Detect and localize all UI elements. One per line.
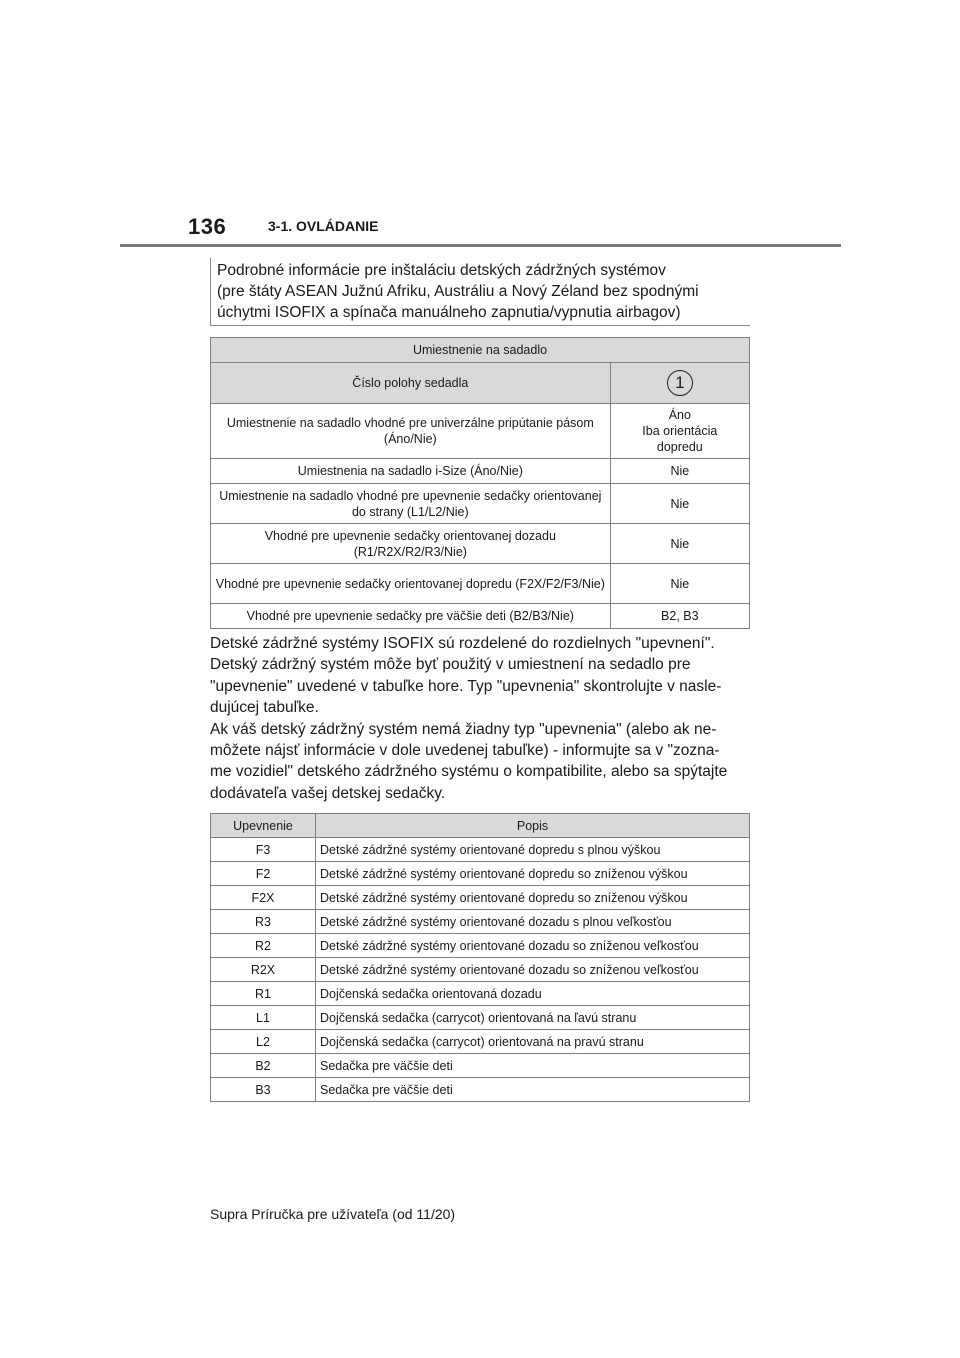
seat-position-table	[210, 337, 750, 629]
table-row	[211, 982, 750, 1006]
fixture-code: F2X	[211, 886, 316, 910]
fixture-description: Sedačka pre väčšie deti	[316, 1054, 750, 1078]
position-number-cell	[610, 363, 749, 404]
fixture-description: Detské zádržné systémy orientované dozadu so zníženou veľkosťou	[316, 934, 750, 958]
description-column-header: Popis	[316, 814, 750, 838]
seat-row-value: Nie	[610, 459, 749, 484]
table-row	[211, 1006, 750, 1030]
body-line: Detský zádržný systém môže byť použitý v umiestnení na sedadlo pre	[210, 656, 691, 674]
table-row	[211, 1078, 750, 1102]
value-line: dopredu	[656, 440, 703, 454]
table-row	[211, 958, 750, 982]
position-label: Číslo polohy sedadla	[211, 363, 611, 404]
table-row	[211, 910, 750, 934]
seat-row-label: Vhodné pre upevnenie sedačky orientovanej dozadu (R1/R2X/R2/R3/Nie)	[211, 524, 611, 564]
fixture-description: Dojčenská sedačka (carrycot) orientovaná na pravú stranu	[316, 1030, 750, 1054]
body-line: dujúcej tabuľke.	[210, 699, 319, 717]
info-line: úchytmi ISOFIX a spínača manuálneho zapnutia/vypnutia airbagov)	[217, 304, 681, 321]
fixture-code: B3	[211, 1078, 316, 1102]
fixture-description: Sedačka pre väčšie deti	[316, 1078, 750, 1102]
seat-row-label: Vhodné pre upevnenie sedačky orientovanej dopredu (F2X/F2/F3/Nie)	[211, 564, 611, 604]
seat-row-label: Vhodné pre upevnenie sedačky pre väčšie deti (B2/B3/Nie)	[211, 604, 611, 629]
info-line: (pre štáty ASEAN Južnú Afriku, Austráliu a Nový Zéland bez spodnými	[217, 283, 699, 300]
seat-row-value: Nie	[610, 564, 749, 604]
body-line: "upevnenie" uvedené v tabuľke hore. Typ "upevnenia" skontrolujte v nasle-	[210, 677, 722, 695]
seat-row-value: Nie	[610, 484, 749, 524]
seat-row-label: Umiestnenie na sadadlo vhodné pre upevnenie sedačky orientovanej do strany (L1/L2/Nie)	[211, 484, 611, 524]
body-paragraph	[210, 633, 755, 804]
header-divider	[120, 244, 841, 247]
body-line: môžete nájsť informácie v dole uvedenej tabuľke) - informujte sa v "zozna-	[210, 742, 720, 760]
fixture-code: R3	[211, 910, 316, 934]
body-line: dodávateľa vašej detskej sedačky.	[210, 784, 446, 802]
seat-row-label: Umiestnenia na sadadlo i-Size (Áno/Nie)	[211, 459, 611, 484]
section-title: 3-1. OVLÁDANIE	[268, 218, 379, 234]
table-row	[211, 862, 750, 886]
table-row	[211, 1030, 750, 1054]
fixture-code: L1	[211, 1006, 316, 1030]
seat-row-label: Umiestnenie na sadadlo vhodné pre univerzálne pripútanie pásom (Áno/Nie)	[211, 404, 611, 459]
fixture-description: Detské zádržné systémy orientované dopredu s plnou výškou	[316, 838, 750, 862]
fixture-code: F2	[211, 862, 316, 886]
fixture-code: R2	[211, 934, 316, 958]
info-line: Podrobné informácie pre inštaláciu detských zádržných systémov	[217, 262, 666, 279]
body-line: me vozidiel" detského zádržného systému o kompatibilite, alebo sa spýtajte	[210, 763, 728, 781]
body-line: Ak váš detský zádržný systém nemá žiadny typ "upevnenia" (alebo ak ne-	[210, 720, 717, 738]
info-box	[210, 258, 750, 326]
fixture-description: Detské zádržné systémy orientované dozadu s plnou veľkosťou	[316, 910, 750, 934]
value-line: Iba orientácia	[642, 424, 718, 438]
fixture-description: Detské zádržné systémy orientované dozadu so zníženou veľkosťou	[316, 958, 750, 982]
seat-row-value: B2, B3	[610, 604, 749, 629]
fixture-table	[210, 813, 750, 1102]
seat-row-value	[610, 404, 749, 459]
fixture-description: Detské zádržné systémy orientované dopredu so zníženou výškou	[316, 886, 750, 910]
fixture-code: B2	[211, 1054, 316, 1078]
fixture-description: Detské zádržné systémy orientované dopredu so zníženou výškou	[316, 862, 750, 886]
footer-text: Supra Príručka pre užívateľa (od 11/20)	[210, 1206, 456, 1222]
fixture-code: R2X	[211, 958, 316, 982]
seat-table-title: Umiestnenie na sadadlo	[211, 338, 750, 363]
page-number: 136	[188, 214, 227, 239]
fixture-code: R1	[211, 982, 316, 1006]
body-line: Detské zádržné systémy ISOFIX sú rozdelené do rozdielnych "upevnení".	[210, 635, 715, 652]
table-row	[211, 934, 750, 958]
fixture-code: L2	[211, 1030, 316, 1054]
seat-row-value: Nie	[610, 524, 749, 564]
fixture-description: Dojčenská sedačka (carrycot) orientovaná na ľavú stranu	[316, 1006, 750, 1030]
fixture-column-header: Upevnenie	[211, 814, 316, 838]
table-row	[211, 1054, 750, 1078]
fixture-description: Dojčenská sedačka orientovaná dozadu	[316, 982, 750, 1006]
circled-number: 1	[667, 370, 693, 396]
value-line: Áno	[668, 408, 691, 422]
fixture-code: F3	[211, 838, 316, 862]
table-row	[211, 838, 750, 862]
table-row	[211, 886, 750, 910]
